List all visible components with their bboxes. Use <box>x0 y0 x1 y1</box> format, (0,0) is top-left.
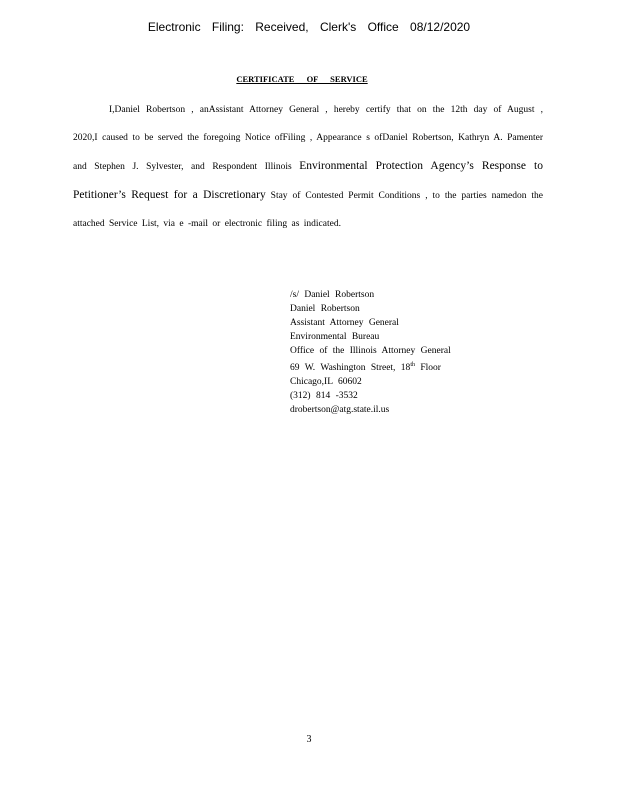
signer-bureau: Environmental Bureau <box>290 332 380 342</box>
street-address-suffix: Floor <box>420 363 441 373</box>
signer-title: Assistant Attorney General <box>290 318 399 328</box>
signature-line: /s/ Daniel Robertson <box>290 290 375 300</box>
document-title <box>0 74 618 84</box>
body-part-1: I,Daniel Robertson , anAssistant Attorney General , hereby certify that on the 12th day of August , 2020,I caused to be served the foregoing Notice ofFiling , Appearance s ofDaniel Robertson, Kathryn A. Pamenter and Stephen J. Sylvester, and Respondent Illinois <box>73 105 543 172</box>
body-part-2: Environmental Protection Agency’s Response to Petitioner’s Request for a Discretionary <box>73 160 543 201</box>
filing-stamp-header: Electronic Filing: Received, Clerk's Office 08/12/2020 <box>147 20 471 34</box>
signer-name: Daniel Robertson <box>290 304 360 314</box>
body-part-3: Stay of Contested Permit Conditions , to the parties namedon the attached Service List, via e -mail or electronic filing as indicated. <box>73 191 544 229</box>
signature-block <box>290 288 451 417</box>
page-number: 3 <box>306 734 312 745</box>
street-address-prefix: 69 W. Washington Street, 18 <box>290 363 411 373</box>
signer-city-zip: Chicago,IL 60602 <box>290 377 362 387</box>
certificate-body <box>73 96 543 238</box>
certificate-title: CERTIFICATE OF SERVICE <box>236 74 368 84</box>
signer-street-address <box>290 358 451 375</box>
signer-phone: (312) 814 -3532 <box>290 391 358 401</box>
signer-office: Office of the Illinois Attorney General <box>290 346 451 356</box>
signer-email: drobertson@atg.state.il.us <box>290 405 390 415</box>
floor-ordinal-suffix: th <box>410 362 415 368</box>
